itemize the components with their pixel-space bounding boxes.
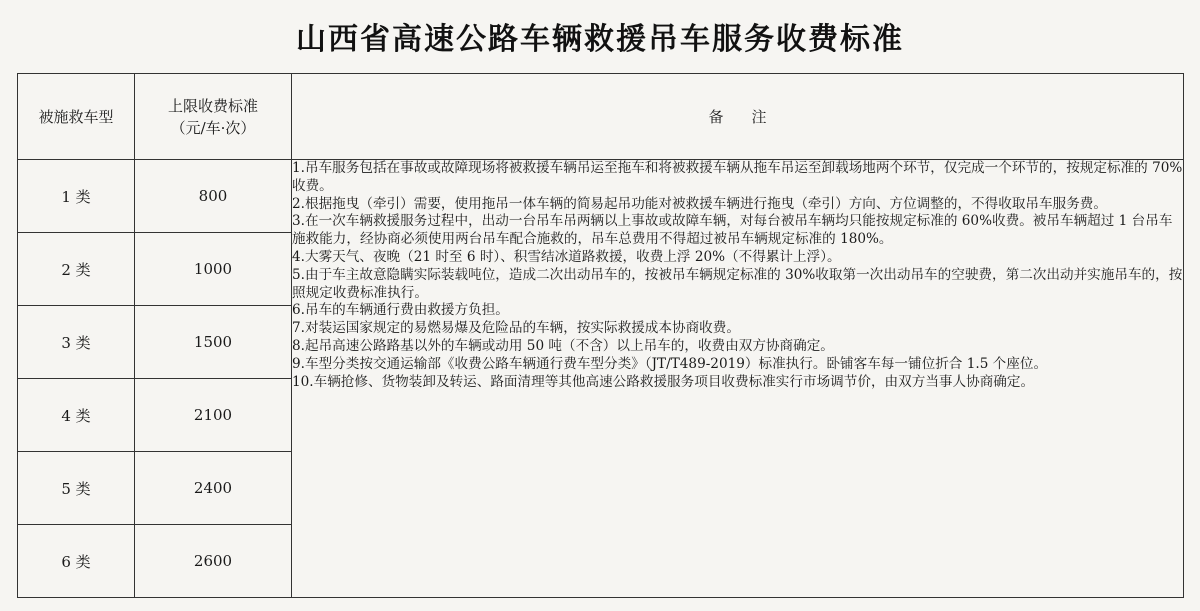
vehicle-type-cell: 6 类 bbox=[18, 525, 135, 598]
fee-cell: 2600 bbox=[135, 525, 292, 598]
header-fee-limit bbox=[135, 74, 292, 160]
fee-cell: 1500 bbox=[135, 306, 292, 379]
fee-cell: 1000 bbox=[135, 233, 292, 306]
header-vehicle-type: 被施救车型 bbox=[18, 74, 135, 160]
note-item: 3.在一次车辆救援服务过程中，出动一台吊车吊两辆以上事故或故障车辆，对每台被吊车辆均只能按规定标准的 60%收费。被吊车辆超过 1 台吊车施救能力，经协商必须使用两台吊车配合施救的，吊车总费用不得超过被吊车辆规定标准的 180%。 bbox=[292, 213, 1173, 248]
note-item: 8.起吊高速公路路基以外的车辆或动用 50 吨（不含）以上吊车的，收费由双方协商确定。 bbox=[292, 337, 834, 354]
note-item: 10.车辆抢修、货物装卸及转运、路面清理等其他高速公路救援服务项目收费标准实行市场调节价，由双方当事人协商确定。 bbox=[292, 373, 1035, 390]
vehicle-type-cell: 3 类 bbox=[18, 306, 135, 379]
note-item: 1.吊车服务包括在事故或故障现场将被救援车辆吊运至拖车和将被救援车辆从拖车吊运至卸载场地两个环节，仅完成一个环节的，按规定标准的 70%收费。 bbox=[292, 160, 1183, 194]
note-item: 7.对装运国家规定的易燃易爆及危险品的车辆，按实际救援成本协商收费。 bbox=[292, 320, 740, 337]
note-item: 9.车型分类按交通运输部《收费公路车辆通行费车型分类》（JT/T489-2019）标准执行。卧铺客车每一铺位折合 1.5 个座位。 bbox=[292, 355, 1048, 372]
document-title: 山西省高速公路车辆救援吊车服务收费标准 bbox=[296, 22, 904, 57]
vehicle-type-cell: 5 类 bbox=[18, 452, 135, 525]
header-notes: 备注 bbox=[292, 74, 1184, 160]
header-fee-limit-line1: 上限收费标准 bbox=[167, 96, 258, 115]
note-item: 5.由于车主故意隐瞒实际装载吨位，造成二次出动吊车的，按被吊车辆规定标准的 30%收取第一次出动吊车的空驶费，第二次出动并实施吊车的，按照规定收费标准执行。 bbox=[292, 266, 1183, 301]
fee-cell: 2400 bbox=[135, 452, 292, 525]
fee-cell: 800 bbox=[135, 160, 292, 233]
fee-table bbox=[17, 73, 1184, 598]
vehicle-type-cell: 2 类 bbox=[18, 233, 135, 306]
header-fee-limit-unit: （元/车·次） bbox=[170, 118, 256, 137]
note-item: 6.吊车的车辆通行费由救援方负担。 bbox=[292, 302, 509, 319]
table-header-row bbox=[18, 74, 1184, 160]
vehicle-type-cell: 4 类 bbox=[18, 379, 135, 452]
table-row bbox=[18, 160, 1184, 233]
vehicle-type-cell: 1 类 bbox=[18, 160, 135, 233]
note-item: 2.根据拖曳（牵引）需要，使用拖吊一体车辆的简易起吊功能对被救援车辆进行拖曳（牵引）方向、方位调整的，不得收取吊车服务费。 bbox=[292, 195, 1107, 212]
fee-cell: 2100 bbox=[135, 379, 292, 452]
note-item: 4.大雾天气、夜晚（21 时至 6 时）、积雪结冰道路救援，收费上浮 20%（不得累计上浮）。 bbox=[292, 248, 841, 265]
notes-cell bbox=[292, 160, 1184, 598]
